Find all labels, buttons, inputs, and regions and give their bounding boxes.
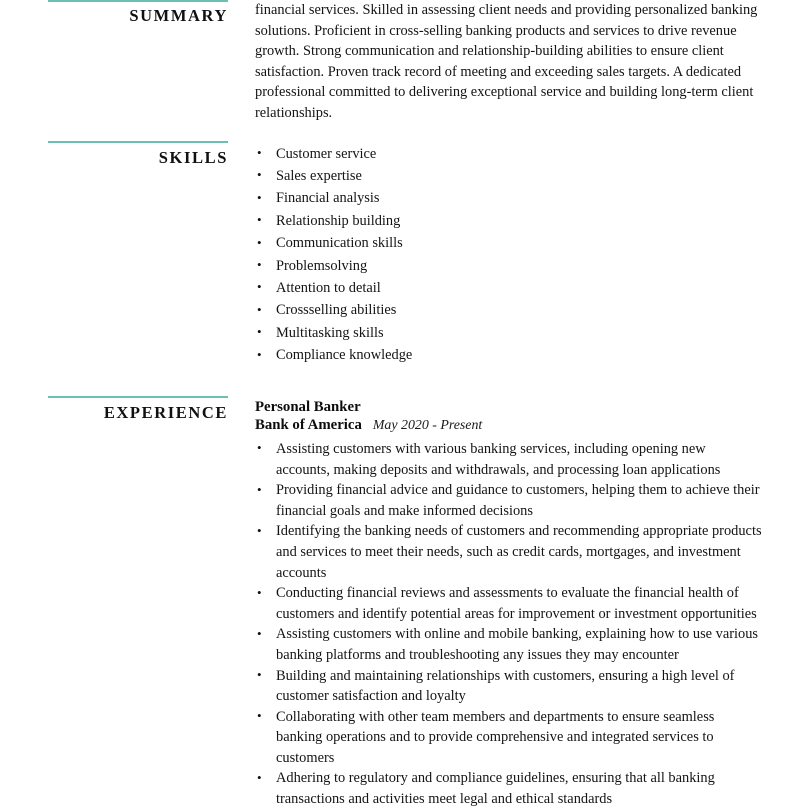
job-responsibility-item: • Assisting customers with online and mobile banking, explaining how to use various banking platforms and troubleshooting any issues they may encounter — [255, 624, 762, 665]
skills-section — [0, 141, 800, 368]
job-responsibility-item: • Adhering to regulatory and compliance guidelines, ensuring that all banking transactions and activities meet legal and ethical standards — [255, 768, 762, 809]
job-company-line — [255, 416, 762, 436]
job-responsibility-list — [255, 439, 762, 810]
experience-section-heading: EXPERIENCE — [103, 403, 228, 423]
job-dates: May 2020 - Present — [372, 418, 483, 434]
skills-content-column — [228, 141, 800, 368]
summary-paragraph: financial services. Skilled in assessing client needs and providing personalized banking solutions. Proficient in cross-selling banking products and services to drive revenue growth. Strong communication and relationship-building abilities to ensure client satisfaction. Proven track record of meeting and exceeding sales targets. A dedicated professional committed to delivering exceptional service and building long-term client relationships. — [255, 2, 758, 121]
experience-job-list — [255, 398, 762, 809]
experience-label-column — [0, 396, 228, 423]
job-responsibility-item: • Identifying the banking needs of customers and recommending appropriate products and services to meet their needs, such as credit cards, mortgages, and investment accounts — [255, 521, 762, 583]
skill-item: • Problemsolving — [255, 256, 762, 277]
skill-item: • Attention to detail — [255, 278, 762, 299]
job-title: Personal Banker — [255, 399, 361, 416]
skill-item: • Compliance knowledge — [255, 345, 762, 366]
skills-section-heading: SKILLS — [158, 147, 228, 167]
summary-section-heading: SUMMARY — [129, 6, 228, 25]
skills-label-column — [0, 141, 228, 168]
summary-section — [0, 0, 800, 124]
job-responsibility-item: • Collaborating with other team members and departments to ensure seamless banking operations and to provide comprehensive and integrated services to customers — [255, 707, 762, 769]
summary-content-column — [228, 0, 800, 124]
skill-item: • Relationship building — [255, 211, 762, 232]
job-company: Bank of America — [255, 417, 362, 434]
skills-list — [255, 144, 762, 366]
experience-section — [0, 396, 800, 809]
job-responsibility-item: • Conducting financial reviews and assessments to evaluate the financial health of customers and identify potential areas for improvement or investment opportunities — [255, 583, 762, 624]
experience-content-column — [228, 396, 800, 809]
skill-item: • Customer service — [255, 144, 762, 165]
experience-job — [255, 398, 762, 809]
skill-item: • Crossselling abilities — [255, 300, 762, 321]
job-responsibility-item: • Assisting customers with various banking services, including opening new accounts, making deposits and withdrawals, and processing loan applications — [255, 439, 762, 480]
job-responsibility-item: • Building and maintaining relationships with customers, ensuring a high level of customer satisfaction and loyalty — [255, 666, 762, 707]
skill-item: • Communication skills — [255, 233, 762, 254]
skill-item: • Sales expertise — [255, 166, 762, 187]
skill-item: • Multitasking skills — [255, 323, 762, 344]
summary-label-column — [0, 0, 228, 26]
skill-item: • Financial analysis — [255, 188, 762, 209]
job-responsibility-item: • Providing financial advice and guidance to customers, helping them to achieve their financial goals and make informed decisions — [255, 480, 762, 521]
